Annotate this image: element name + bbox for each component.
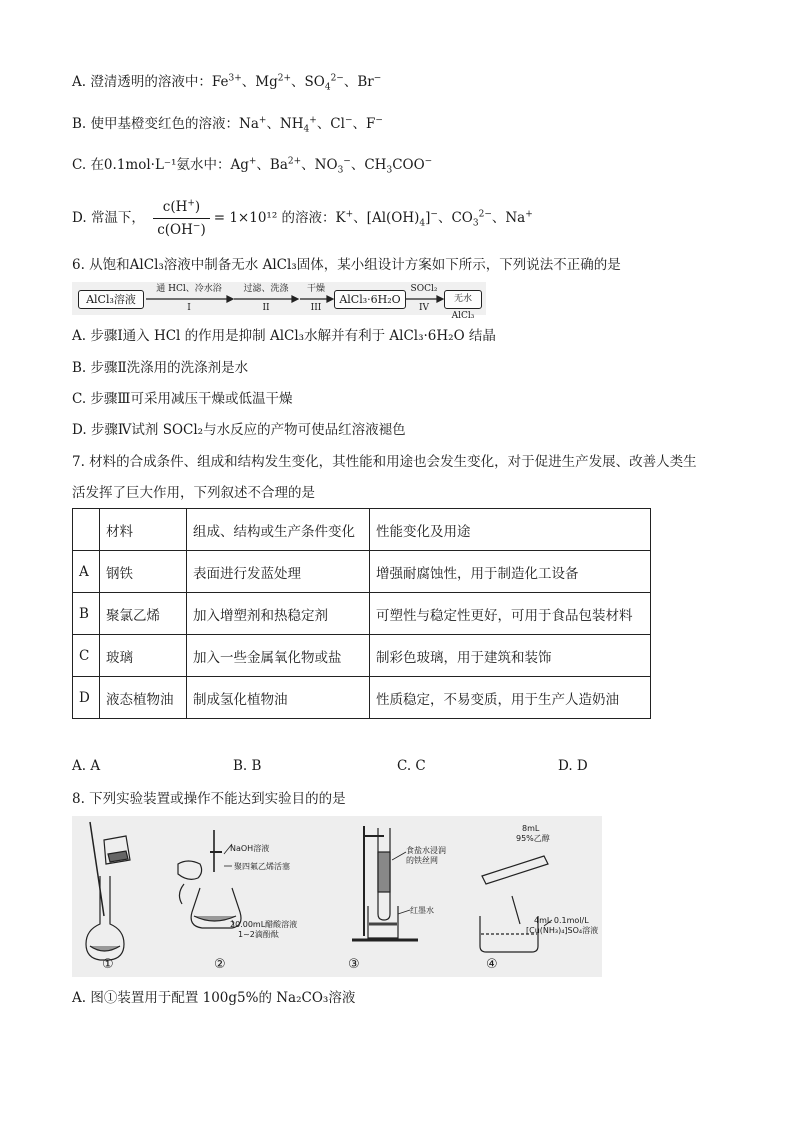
table-cell: 增强耐腐蚀性，用于制造化工设备 bbox=[370, 551, 651, 593]
label-naoh-solution: NaOH溶液 bbox=[230, 844, 270, 853]
q8-stem: 8. 下列实验装置或操作不能达到实验目的的是 bbox=[72, 791, 346, 807]
scheme-step2-number: II bbox=[262, 303, 270, 313]
q7-option-c: C. C bbox=[397, 758, 426, 774]
table-cell: 组成、结构或生产条件变化 bbox=[187, 509, 370, 551]
scheme-arrows bbox=[72, 282, 486, 315]
q8-option-a: A. 图①装置用于配置 100g5%的 Na₂CO₃溶液 bbox=[72, 990, 356, 1006]
figure-number-2: ② bbox=[214, 957, 226, 972]
figure-number-1: ① bbox=[102, 957, 114, 972]
table-cell: C bbox=[73, 635, 100, 677]
q5-option-c: C. 在0.1mol·L⁻¹氨水中：Ag+、$Ba^{2+}$、$NO_3^-$、$CH_3COO^-$ bbox=[72, 156, 433, 176]
table-cell: D bbox=[73, 677, 100, 719]
q5-option-d: D. 常温下， $\frac{c(H^+)}{c(OH^-)}$ = 1×10¹² 的溶液：K+、$[Al(OH)_4]^-$、$CO_3^{2-}$、Na+ bbox=[72, 196, 533, 241]
q8-apparatus-figure bbox=[72, 816, 602, 977]
label-complex-volume: 4mL 0.1mol/L bbox=[534, 916, 589, 925]
label-acetic-acid: 20.00mL醋酸溶液 bbox=[230, 920, 298, 929]
figure-number-3: ③ bbox=[348, 957, 360, 972]
q6-option-b: B. 步骤Ⅱ洗涤用的洗涤剂是水 bbox=[72, 360, 249, 376]
scheme-step3-label: 干燥 bbox=[306, 284, 325, 294]
q7-stem-line1: 7. 材料的合成条件、组成和结构发生变化，其性能和用途也会发生变化，对于促进生产发展、改善人类生 bbox=[72, 454, 697, 470]
q7-stem-line2: 活发挥了巨大作用，下列叙述不合理的是 bbox=[72, 485, 315, 501]
scheme-box-hydrate: AlCl₃·6H₂O bbox=[334, 290, 406, 309]
table-row bbox=[73, 635, 651, 677]
table-cell: 制成氢化植物油 bbox=[187, 677, 370, 719]
q5-option-a: A. 澄清透明的溶液中：$Fe^{3+}$、$Mg^{2+}$、$SO_4^{2-}$、Br− bbox=[72, 73, 382, 93]
q5-option-b: B. 使甲基橙变红色的溶液：Na+、$NH_4^+$、Cl−、F− bbox=[72, 115, 383, 135]
table-cell: B bbox=[73, 593, 100, 635]
scheme-step4-number: IV bbox=[418, 303, 430, 313]
table-cell: 聚氯乙烯 bbox=[100, 593, 187, 635]
label-iron-mesh-2: 的铁丝网 bbox=[406, 856, 438, 865]
label-ethanol-conc: 95%乙醇 bbox=[516, 834, 550, 843]
q7-materials-table bbox=[72, 508, 651, 719]
q7-option-d: D. D bbox=[558, 758, 588, 774]
label-ptfe-stopcock: 聚四氟乙烯活塞 bbox=[234, 862, 290, 871]
q6-option-c: C. 步骤Ⅲ可采用减压干燥或低温干燥 bbox=[72, 391, 293, 407]
label-complex-solution: [Cu(NH₃)₄]SO₄溶液 bbox=[526, 926, 599, 935]
table-cell: 可塑性与稳定性更好，可用于食品包装材料 bbox=[370, 593, 651, 635]
table-cell: 性能变化及用途 bbox=[370, 509, 651, 551]
table-cell: 加入增塑剂和热稳定剂 bbox=[187, 593, 370, 635]
label-iron-mesh-1: 食盐水浸润 bbox=[406, 846, 446, 855]
concentration-fraction: $\frac{c(H^+)}{c(OH^-)}$ bbox=[153, 196, 210, 241]
scheme-step1-label: 通 HCl、冷水浴 bbox=[156, 284, 222, 294]
scheme-box-alcl3-solution: AlCl₃溶液 bbox=[78, 290, 144, 309]
table-cell: 加入一些金属氧化物或盐 bbox=[187, 635, 370, 677]
table-row bbox=[73, 677, 651, 719]
label-ethanol-volume: 8mL bbox=[522, 824, 540, 833]
table-cell: 液态植物油 bbox=[100, 677, 187, 719]
q6-stem: 6. 从饱和AlCl₃溶液中制备无水 AlCl₃固体，某小组设计方案如下所示，下列说法不正确的是 bbox=[72, 257, 621, 273]
table-row bbox=[73, 593, 651, 635]
q6-option-d: D. 步骤Ⅳ试剂 SOCl₂与水反应的产物可使品红溶液褪色 bbox=[72, 422, 406, 438]
table-header-row bbox=[73, 509, 651, 551]
scheme-step1-number: I bbox=[187, 303, 191, 313]
label-phenolphthalein: 1~2滴酚酞 bbox=[238, 930, 279, 939]
figure-number-4: ④ bbox=[486, 957, 498, 972]
q7-option-a: A. A bbox=[72, 758, 101, 774]
table-row bbox=[73, 551, 651, 593]
q6-scheme-figure bbox=[72, 282, 486, 321]
table-cell: 表面进行发蓝处理 bbox=[187, 551, 370, 593]
q7-option-b: B. B bbox=[233, 758, 262, 774]
table-cell: 性质稳定，不易变质，用于生产人造奶油 bbox=[370, 677, 651, 719]
scheme-step3-number: III bbox=[310, 303, 322, 313]
scheme-step4-label: SOCl₂ bbox=[410, 284, 438, 294]
label-red-ink: 红墨水 bbox=[410, 906, 434, 915]
table-cell: 钢铁 bbox=[100, 551, 187, 593]
scheme-box-anhydrous: 无水 AlCl₃ bbox=[444, 290, 482, 309]
scheme-step2-label: 过滤、洗涤 bbox=[243, 284, 289, 294]
table-cell: A bbox=[73, 551, 100, 593]
q6-option-a: A. 步骤Ⅰ通入 HCl 的作用是抑制 AlCl₃水解并有利于 AlCl₃·6H₂O 结晶 bbox=[72, 328, 496, 344]
table-cell: 材料 bbox=[100, 509, 187, 551]
table-cell: 玻璃 bbox=[100, 635, 187, 677]
table-cell bbox=[73, 509, 100, 551]
table-cell: 制彩色玻璃，用于建筑和装饰 bbox=[370, 635, 651, 677]
